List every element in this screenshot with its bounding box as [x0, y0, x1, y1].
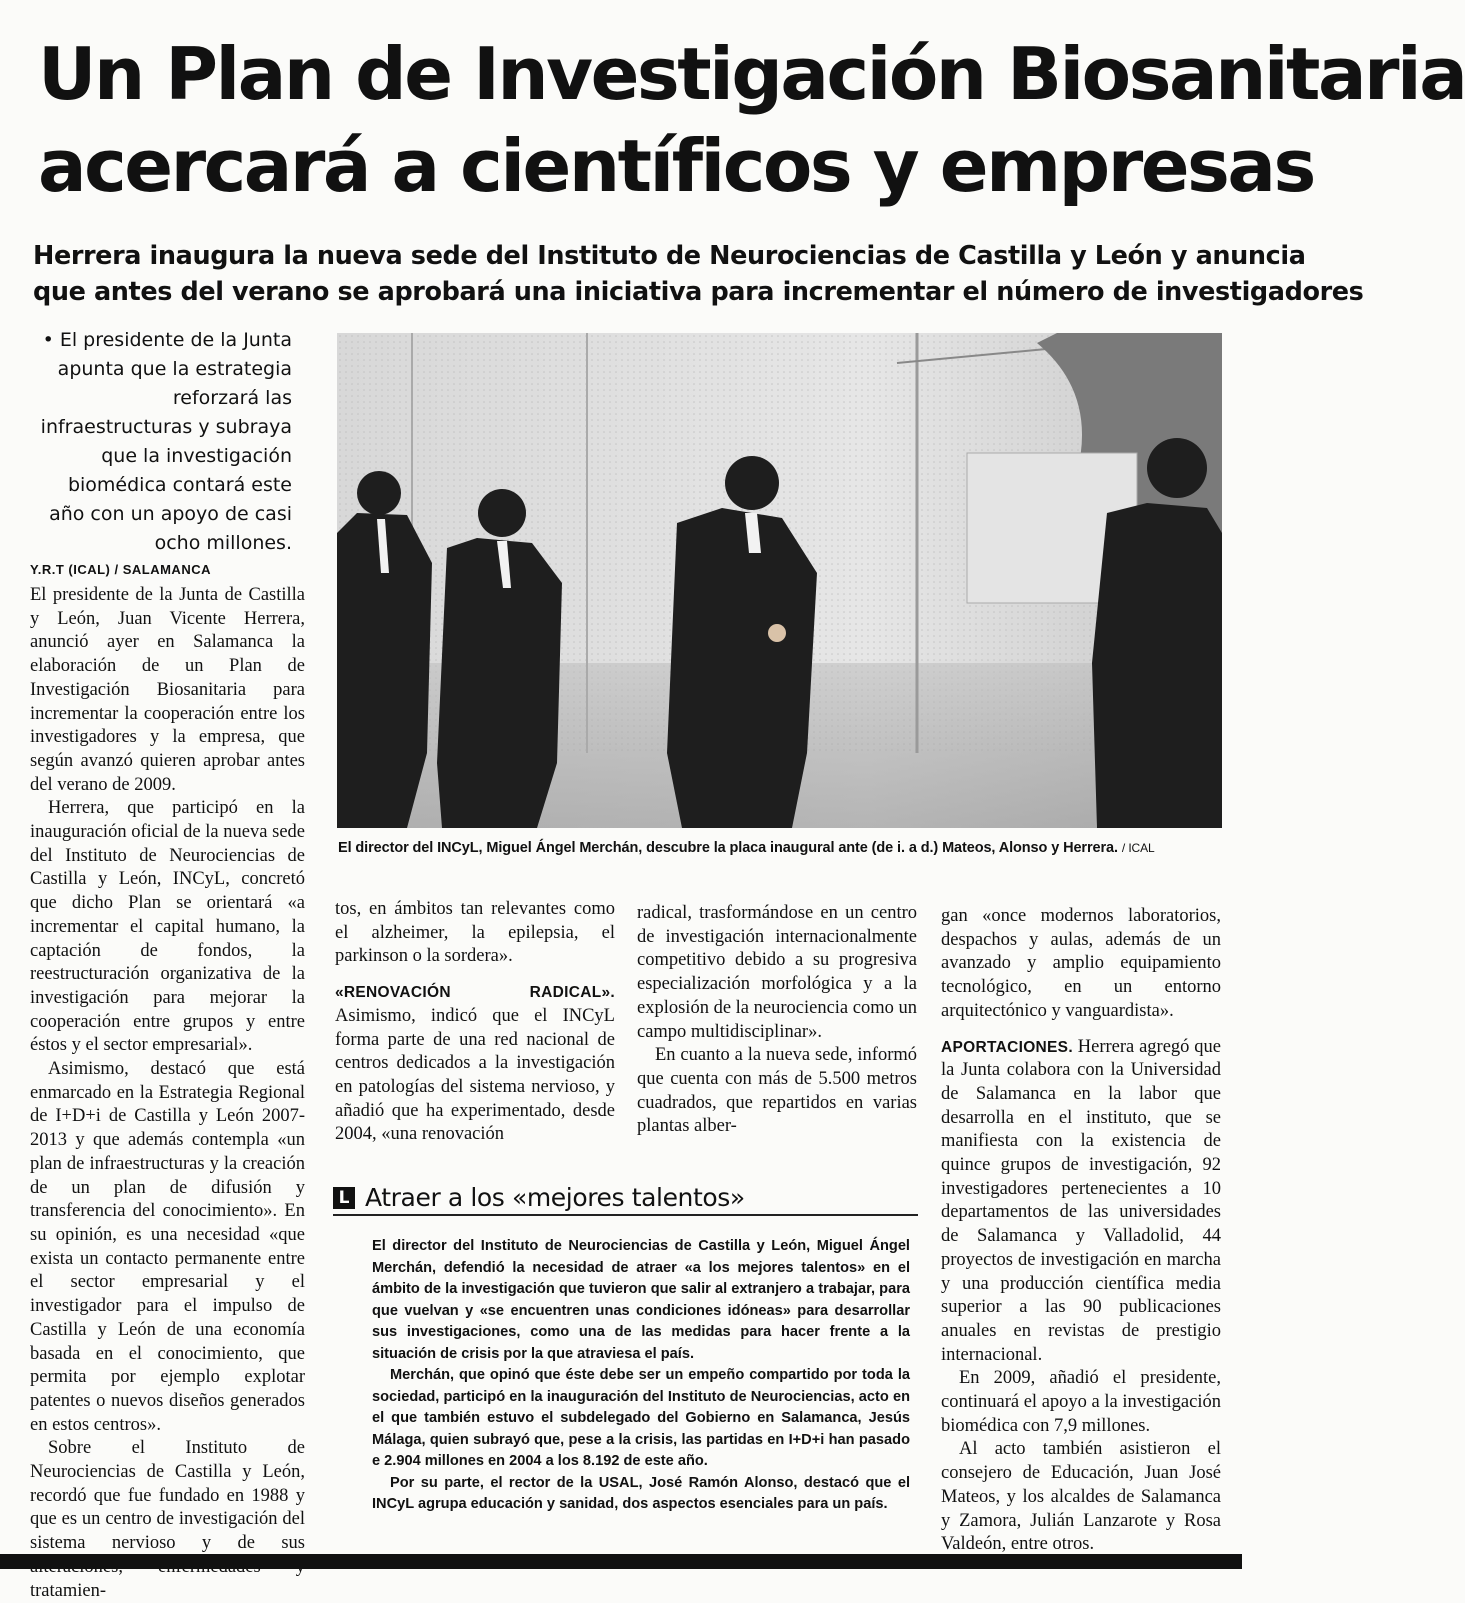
article-paragraph: Sobre el Instituto de Neurociencias de Castilla y León, recordó que fue fundado en 1988 y que es un centro de investigación del sistema nervioso y de sus tratamien-	[30, 1438, 305, 1601]
photo-scene	[337, 333, 1222, 828]
subheadline-line-2: que antes del verano se aprobará una iniciativa para incrementar el número de investigadores	[33, 277, 1364, 307]
caption-text: El director del INCyL, Miguel Ángel Merchán, descubre la placa inaugural ante (de i. a d.) Mateos, Alonso y Herrera.	[338, 840, 1118, 856]
article-column-4	[941, 905, 1221, 1557]
article-paragraph: tos, en ámbitos tan relevantes como el alzheimer, la epilepsia, el parkinson o la sordera».	[335, 899, 615, 967]
subheadline	[33, 238, 1364, 310]
byline: Y.R.T (ICAL) / SALAMANCA	[30, 562, 211, 577]
article-paragraph: En 2009, añadió el presidente, continuará el apoyo a la investigación biomédica con 7,9 millones.	[941, 1368, 1221, 1436]
article-paragraph	[941, 1036, 1221, 1368]
sidebar-paragraph: Merchán, que opinó que éste debe ser un empeño compartido por toda la sociedad, participó en la inauguración del Instituto de Neurociencias, acto en el que también estuvo el subdelegado del Gobierno en Salamanca, Jesús Málaga, quien subrayó que, pese a la crisis, las partidas en I+D+i han pasado e 2.904 millones en 2004 a los 8.192 de este año.	[372, 1367, 910, 1469]
photo-caption	[338, 840, 1228, 856]
section-marker-icon: L	[333, 1187, 355, 1209]
article-paragraph: El presidente de la Junta de Castilla y León, Juan Vicente Herrera, anunció ayer en Salamanca la elaboración de un Plan de Investigación Biosanitaria para incrementar la cooperación entre los investigadores y la empresa, que según avanzó quieren aprobar antes del verano de 2009.	[30, 585, 305, 795]
section-kicker: «RENOVACIÓN RADICAL».	[335, 984, 615, 1002]
section-kicker: APORTACIONES.	[941, 1038, 1073, 1056]
photo-credit: / ICAL	[1121, 841, 1155, 855]
article-paragraph	[335, 981, 615, 1147]
article-column-3	[637, 902, 917, 1139]
headline-line-1: Un Plan de Investigación Biosanitaria	[38, 32, 1465, 116]
sidebar-box-header	[333, 1183, 918, 1216]
headline-line-2: acercará a científicos y empresas	[38, 124, 1314, 208]
sidebar-paragraph: El director del Instituto de Neurociencias de Castilla y León, Miguel Ángel Merchán, defendió la necesidad de atraer «a los mejores talentos» en el ámbito de la investigación que tuvieron que salir al extranjero a trabajar, para que vuelvan y «se encuentren unas condiciones idóneas» para desarrollar sus investigaciones, como una de las medidas para hacer frente a la situación de crisis por la que atraviesa el país.	[372, 1238, 910, 1362]
sidebar-box-title: Atraer a los «mejores talentos»	[365, 1183, 745, 1212]
article-paragraph: gan «once modernos laboratorios, despachos y aulas, además de un avanzado y amplio equipamiento tecnológico, en un entorno arquitectónico y vanguardista».	[941, 906, 1221, 1021]
news-photo	[337, 333, 1222, 828]
sidebar-box-body	[372, 1236, 910, 1516]
article-paragraph: Herrera, que participó en la inauguración oficial de la nueva sede del Instituto de Neurociencias de Castilla y León, INCyL, concretó que dicho Plan se orientará «a incrementar el capital humano, la captación de fondos, la reestructuración organizativa de la investigación para mejorar la cooperación entre grupos y entre éstos y el sector empresarial».	[30, 798, 305, 1056]
article-paragraph: radical, trasformándose en un centro de investigación internacionalmente competitivo debido a su progresiva especialización morfológica y a la explosión de la neurociencia como un campo multidisciplinar».	[637, 903, 917, 1042]
article-paragraph: En cuanto a la nueva sede, informó que cuenta con más de 5.500 metros cuadrados, que repartidos en varias plantas alber-	[637, 1045, 917, 1137]
sidebar-paragraph: Por su parte, el rector de la USAL, José Ramón Alonso, destacó que el INCyL agrupa educación y sanidad, dos aspectos esenciales para un país.	[372, 1474, 910, 1512]
bottom-rule	[0, 1554, 1242, 1569]
article-column-2	[335, 898, 615, 1147]
article-paragraph: Asimismo, destacó que está enmarcado en la Estrategia Regional de I+D+i de Castilla y León 2007-2013 y que además contempla «un plan de infraestructuras y la creación de un plan de difusión y transferencia del conocimiento». En su opinión, es una necesidad «que exista un contacto permanente entre el sector empresarial y el investigador para el impulso de Castilla y León de una economía basada en el conocimiento, que permita por ejemplo explotar patentes o nuevos diseños generados en estos centros».	[30, 1059, 305, 1435]
section-text: Herrera agregó que la Junta colabora con la Universidad de Salamanca en la labor que desarrolla en el instituto, que se manifiesta con la existencia de quince grupos de investigación, 92 investigadores pertenecientes a 10 departamentos de las universidades de Salamanca y Valladolid, 44 proyectos de investigación en marcha y una producción científica media superior a las 90 publicaciones anuales en revistas de prestigio internacional.	[941, 1036, 1221, 1365]
headline	[38, 28, 1465, 212]
article-column-1	[30, 584, 305, 1603]
subheadline-line-1: Herrera inaugura la nueva sede del Instituto de Neurociencias de Castilla y León y anuncia	[33, 241, 1306, 271]
summary-highlight: • El presidente de la Junta apunta que la estrategia reforzará las infraestructuras y subraya que la investigación biomédica contará este año con un apoyo de casi ocho millones.	[40, 329, 292, 554]
article-paragraph: Al acto también asistieron el consejero de Educación, Juan José Mateos, y los alcaldes de Salamanca y Zamora, Julián Lanzarote y Rosa Valdeón, entre otros.	[941, 1439, 1221, 1555]
section-text: Asimismo, indicó que el INCyL forma parte de una red nacional de centros dedicados a la investigación en patologías del sistema nervioso, y añadió que ha experimentado, desde 2004, «una renovación	[335, 1005, 615, 1145]
